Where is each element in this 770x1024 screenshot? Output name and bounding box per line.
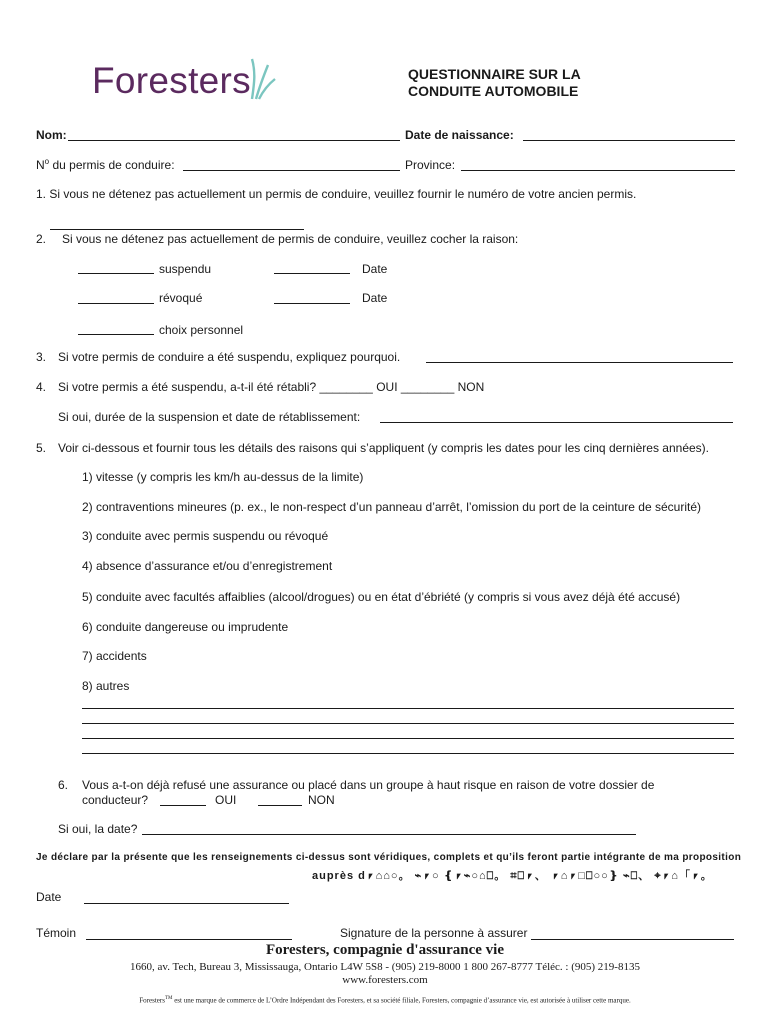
date-signature-field[interactable] (84, 903, 289, 904)
q4-number: 4. (36, 380, 47, 394)
q6-line1: Vous a-t-on déjà refusé une assurance ou placé dans un groupe à haut risque en raison de votre dossier de (82, 778, 655, 792)
q5-details-line-4[interactable] (82, 753, 734, 754)
footer-company: Foresters, compagnie d'assurance vie (265, 942, 505, 958)
province-field[interactable] (461, 170, 735, 171)
revoque-check-field[interactable] (78, 303, 154, 304)
form-title: QUESTIONNAIRE SUR LA CONDUITE AUTOMOBILE (408, 66, 581, 99)
dob-field[interactable] (523, 140, 735, 141)
q5-details-line-3[interactable] (82, 738, 734, 739)
nom-label: Nom: (36, 128, 67, 142)
q2-number: 2. (36, 232, 47, 246)
q5-item: 5) conduite avec facultés affaiblies (alcool/drogues) ou en état d’ébriété (y compris si vous avez déjà été accusé) (82, 590, 681, 604)
signature-label: Signature de la personne à assurer (340, 926, 528, 940)
footer-address: 1660, av. Tech, Bureau 3, Mississauga, Ontario L4W 5S8 - (905) 219-8000 1 800 267-8777 Téléc. : (905) 219-8135 (130, 961, 640, 973)
revoque-date-field[interactable] (274, 303, 350, 304)
q6-date-field[interactable] (142, 834, 636, 835)
q4-sub-text: Si oui, durée de la suspension et date de rétablissement: (58, 410, 361, 424)
q5-details-line-1[interactable] (82, 708, 734, 709)
declaration-line2: auprès d⎖⌂⌂○。 ⌁⎖○ ❴⎖⌁○⌂⎕。 ⌗⎕⎖、 ⎖⌂⎖□⎕○○❵ ⌁⎕、 ⌖⎖⌂「⎖。 (312, 870, 713, 882)
suspendu-date-label: Date (362, 262, 388, 276)
q6-oui-label: OUI (215, 793, 237, 807)
temoin-label: Témoin (36, 926, 77, 940)
signature-field[interactable] (531, 939, 734, 940)
revoque-label: révoqué (159, 291, 203, 305)
choix-check-field[interactable] (78, 334, 154, 335)
q4-text[interactable]: Si votre permis a été suspendu, a-t-il été rétabli? ________ OUI ________ NON (58, 380, 485, 394)
footer-trademark: Foresters™ est une marque de commerce de L’Ordre Indépendant des Foresters, et sa société filiale, Foresters, compagnie d’assurance vie, est autorisée à utiliser cette marque. (139, 996, 631, 1005)
q1-text: 1. Si vous ne détenez pas actuellement un permis de conduire, veuillez fournir le numéro de votre ancien permis. (36, 187, 637, 201)
revoque-date-label: Date (362, 291, 388, 305)
q1-former-permit-field[interactable] (50, 229, 304, 230)
suspendu-label: suspendu (159, 262, 212, 276)
q6-non-label: NON (308, 793, 335, 807)
dob-label: Date de naissance: (405, 128, 514, 142)
q5-item: 2) contraventions mineures (p. ex., le non-respect d’un panneau d’arrêt, l’omission du port de la ceinture de sécurité) (82, 500, 702, 514)
q2-text: Si vous ne détenez pas actuellement de permis de conduire, veuillez cocher la raison: (62, 232, 519, 246)
q3-explain-field[interactable] (426, 362, 733, 363)
logo-wordmark: Foresters (92, 60, 251, 101)
q6-oui-field[interactable] (160, 805, 206, 806)
suspendu-date-field[interactable] (274, 273, 350, 274)
suspendu-check-field[interactable] (78, 273, 154, 274)
q6-sub-text: Si oui, la date? (58, 822, 138, 836)
q5-item: 3) conduite avec permis suspendu ou révoqué (82, 529, 329, 543)
permit-field[interactable] (183, 170, 400, 171)
q6-number: 6. (58, 778, 69, 792)
q6-non-field[interactable] (258, 805, 302, 806)
q5-number: 5. (36, 441, 47, 455)
q3-number: 3. (36, 350, 47, 364)
q5-text: Voir ci-dessous et fournir tous les détails des raisons qui s’appliquent (y compris les dates pour les cinq dernières années). (58, 441, 709, 455)
footer-web[interactable]: www.foresters.com (342, 974, 428, 986)
permit-label: $N^o$ du permis de conduire: (36, 157, 175, 172)
date-label: Date (36, 890, 62, 904)
declaration-line1: Je déclare par la présente que les renseignements ci-dessus sont véridiques, complets et qu’ils feront partie intégrante de ma proposition (36, 852, 742, 863)
temoin-field[interactable] (86, 939, 292, 940)
q6-line2-prefix: conducteur? (82, 793, 149, 807)
province-label: Province: (405, 158, 456, 172)
leaf-icon (246, 55, 276, 101)
q5-item: 1) vitesse (y compris les km/h au-dessus de la limite) (82, 470, 364, 484)
q4-duration-field[interactable] (380, 422, 733, 423)
q5-item: 8) autres (82, 679, 130, 693)
q5-details-line-2[interactable] (82, 723, 734, 724)
choix-label: choix personnel (159, 323, 244, 337)
q5-item: 7) accidents (82, 649, 147, 663)
q5-item: 4) absence d’assurance et/ou d’enregistrement (82, 559, 333, 573)
nom-field[interactable] (68, 140, 400, 141)
q5-item: 6) conduite dangereuse ou imprudente (82, 620, 289, 634)
q3-text: Si votre permis de conduire a été suspendu, expliquez pourquoi. (58, 350, 401, 364)
